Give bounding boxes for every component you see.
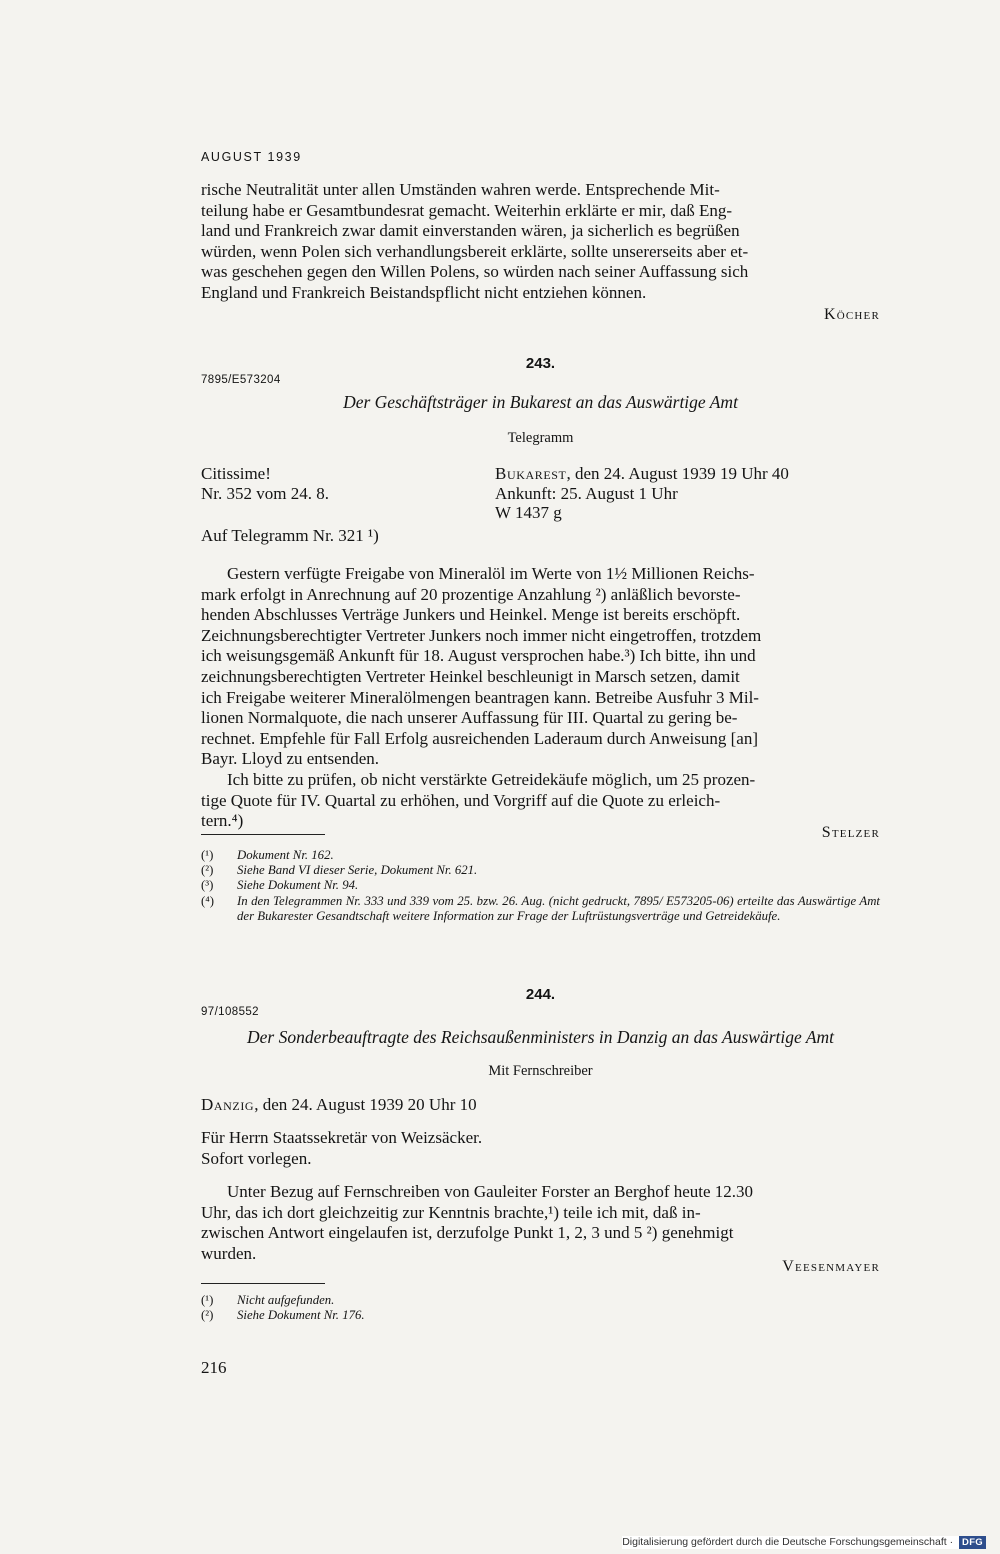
footnote: (²) Siehe Band VI dieser Serie, Dokument Nr. 621. (201, 863, 478, 878)
sigla-243: 7895/E573204 (201, 374, 281, 386)
document-number-243: 243. (525, 355, 556, 372)
telegram-number: Nr. 352 vom 24. 8. (201, 483, 329, 503)
type-243: Telegramm (507, 430, 574, 446)
body-line: tern.⁴) (201, 811, 244, 831)
registry-number: W 1437 g (495, 503, 562, 522)
footnotes-243 (201, 848, 880, 924)
signature-koecher: Köcher (823, 306, 880, 323)
reference-243: Auf Telegramm Nr. 321 ¹) (201, 526, 379, 545)
body-line: Zeichnungsberechtigter Vertreter Junkers noch immer nicht eingetroffen, trotzdem (201, 625, 762, 645)
footer-text: Digitalisierung gefördert durch die Deutsche Forschungsgemeinschaft (622, 1536, 947, 1548)
page-number: 216 (201, 1358, 227, 1377)
address-line: Für Herrn Staatssekretär von Weizsäcker. (201, 1128, 483, 1147)
dfg-logo-icon: DFG (959, 1536, 986, 1549)
address-line: Sofort vorlegen. (201, 1148, 312, 1168)
body-line: Gestern verfügte Freigabe von Mineralöl im Werte von 1½ Millionen Reichs- (227, 564, 755, 583)
body-line: Unter Bezug auf Fernschreiben von Gauleiter Forster an Berghof heute 12.30 (227, 1182, 754, 1201)
body-line: tige Quote für IV. Quartal zu erhöhen, und Vorgriff auf die Quote zu erleich- (201, 790, 721, 810)
body-243-paragraph-2 (201, 770, 880, 832)
footnote: (¹) Nicht aufgefunden. (201, 1293, 335, 1307)
heading-244: Der Sonderbeauftragte des Reichsaußenministers in Danzig an das Auswärtige Amt (246, 1027, 835, 1047)
digitization-footer: Digitalisierung gefördert durch die Deutsche Forschungsgemeinschaft · DFG (622, 1536, 986, 1549)
header-block-243 (201, 464, 880, 523)
continuation-line: land und Frankreich zwar damit einverstanden wären, ja sicherlich es begrüßen (201, 221, 740, 241)
body-line: mark erfolgt in Anrechnung auf 20 prozentige Anzahlung ²) anläßlich bevorste- (201, 584, 741, 604)
place-bukarest: Bukarest (495, 464, 567, 483)
body-line: lionen Normalquote, die nach unserer Auffassung für III. Quartal zu gering be- (201, 708, 738, 728)
body-line: ich weisungsgemäß Ankunft für 18. August versprochen habe.³) Ich bitte, ihn und (201, 646, 756, 666)
continuation-paragraph (201, 180, 880, 304)
continuation-line: würden, wenn Polen sich verhandlungsbereit erklärte, sollte unsererseits aber et- (201, 241, 749, 261)
continuation-line: England und Frankreich Beistandspflicht nicht entziehen können. (201, 282, 647, 302)
body-244-paragraph (201, 1182, 880, 1264)
sigla-244: 97/108552 (201, 1006, 259, 1018)
type-244: Mit Fernschreiber (488, 1063, 593, 1079)
continuation-line: teilung habe er Gesamtbundesrat gemacht. Weiterhin erklärte er mir, daß Eng- (201, 200, 733, 220)
arrival-line: Ankunft: 25. August 1 Uhr (495, 483, 678, 503)
signature-stelzer: Stelzer (821, 824, 880, 841)
body-line: zeichnungsberechtigten Vertreter Heinkel beschleunigt in Marsch setzen, damit (201, 666, 740, 686)
continuation-line: rische Neutralität unter allen Umständen wahren werde. Entsprechende Mit- (201, 180, 720, 199)
document-number-244: 244. (525, 986, 556, 1003)
footnotes-244 (201, 1293, 880, 1323)
priority-label: Citissime! (201, 464, 271, 483)
heading-243: Der Geschäftsträger in Bukarest an das Auswärtige Amt (343, 392, 738, 412)
date-line-1: Bukarest, den 24. August 1939 19 Uhr 40 (495, 464, 789, 483)
continuation-line: was geschehen gegen den Willen Polens, so würden nach seiner Auffassung sich (201, 262, 749, 282)
footnote: (¹) Dokument Nr. 162. (201, 848, 334, 862)
body-line: zwischen Antwort eingelaufen ist, derzufolge Punkt 1, 2, 3 und 5 ²) genehmigt (201, 1223, 734, 1243)
footnote-rule-244 (201, 1283, 325, 1284)
body-line: rechnet. Empfehle für Fall Erfolg ausreichenden Laderaum durch Anweisung [an] (201, 728, 759, 748)
running-head: AUGUST 1939 (201, 150, 302, 164)
body-line: Bayr. Lloyd zu entsenden. (201, 749, 379, 769)
body-243-paragraph-1 (201, 564, 880, 770)
signature-veesenmayer: Veesenmayer (782, 1258, 880, 1275)
place-danzig: Danzig (201, 1095, 255, 1114)
body-line: wurden. (201, 1243, 257, 1263)
footnote: (⁴) In den Telegrammen Nr. 333 und 339 vom 25. bzw. 26. Aug. (nicht gedruckt, 7895/ E573205-06) erteilte das Auswärtige Amt der Bukarester Gesandtschaft weitere Information zur Frage der Luftrüstungsverträge und Getreidekäufe. (201, 893, 880, 923)
date-line-244: Danzig, den 24. August 1939 20 Uhr 10 (201, 1095, 477, 1114)
body-line: henden Abschlusses Verträge Junkers und Heinkel. Menge ist bereits erschöpft. (201, 605, 741, 625)
footnote: (²) Siehe Dokument Nr. 176. (201, 1308, 365, 1323)
body-line: Ich bitte zu prüfen, ob nicht verstärkte Getreidekäufe möglich, um 25 prozen- (227, 770, 756, 789)
body-line: Uhr, das ich dort gleichzeitig zur Kenntnis brachte,¹) teile ich mit, daß in- (201, 1202, 701, 1222)
address-block-244 (201, 1128, 880, 1169)
body-line: ich Freigabe weiterer Mineralölmengen beantragen kann. Betreibe Ausfuhr 3 Mil- (201, 687, 759, 707)
footnote: (³) Siehe Dokument Nr. 94. (201, 878, 359, 893)
